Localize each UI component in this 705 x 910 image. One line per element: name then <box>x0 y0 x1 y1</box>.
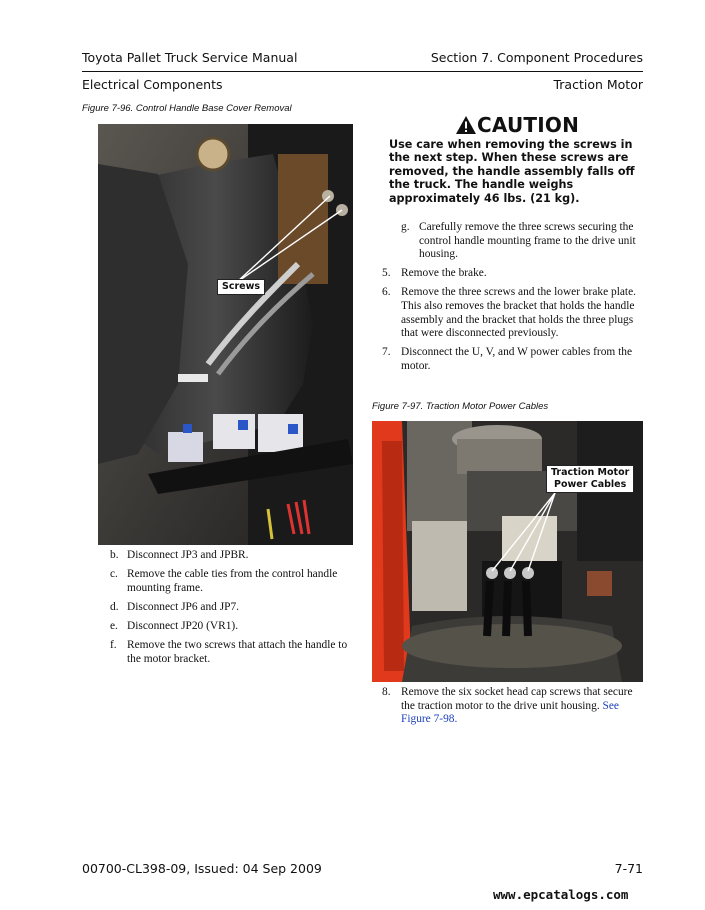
step-7: 7. Disconnect the U, V, and W power cables from the motor. <box>382 346 633 372</box>
control-handle-illustration <box>98 124 353 545</box>
step-c: c. Remove the cable ties from the control handle mounting frame. <box>110 568 338 594</box>
left-steps-list <box>110 549 360 672</box>
figure-caption-7-96: Figure 7-96. Control Handle Base Cover Removal <box>82 103 292 114</box>
traction-motor-illustration <box>372 421 643 682</box>
caution-text: Use care when removing the screws in the next step. When these screws are removed, the handle assembly falls off the truck. The handle weighs approximately 46 lbs. (21 kg). <box>389 138 635 205</box>
step-e: e. Disconnect JP20 (VR1). <box>110 619 239 632</box>
see-figure-7-98-link[interactable]: See Figure 7-98. <box>401 699 619 726</box>
step-5: 5. Remove the brake. <box>382 267 487 280</box>
step-g: g. Carefully remove the three screws securing the control handle mounting frame to the drive unit housing. <box>401 221 636 261</box>
step-d: d. Disconnect JP6 and JP7. <box>110 600 240 613</box>
caution-title: CAUTION <box>477 113 580 137</box>
step-6: 6. Remove the three screws and the lower brake plate. This also removes the bracket that holds the handle assembly and the bracket that holds the three plugs that were disconnected previously. <box>382 286 636 340</box>
topic-title: Traction Motor <box>553 77 643 92</box>
warning-triangle-icon <box>455 115 477 135</box>
watermark: www.epcatalogs.com <box>493 887 629 902</box>
step-8: 8. Remove the six socket head cap screws that secure the traction motor to the drive unit housing. See Figure 7-98. <box>382 686 633 726</box>
header-rule <box>82 71 643 72</box>
section-title: Section 7. Component Procedures <box>430 50 643 65</box>
subsection-title: Electrical Components <box>82 77 223 92</box>
step-8-block <box>382 686 640 732</box>
figure-caption-7-97: Figure 7-97. Traction Motor Power Cables <box>372 401 549 412</box>
power-cables-callout: Traction Motor Power Cables <box>546 465 634 493</box>
page-number: 7-71 <box>614 861 643 876</box>
caution-heading <box>455 113 579 137</box>
manual-title: Toyota Pallet Truck Service Manual <box>82 50 298 65</box>
right-steps-list <box>382 221 640 379</box>
traction-motor-photo <box>372 421 643 682</box>
step-b: b. Disconnect JP3 and JPBR. <box>110 549 249 561</box>
control-handle-photo <box>98 124 353 545</box>
document-number: 00700-CL398-09, Issued: 04 Sep 2009 <box>82 861 322 876</box>
step-f: f. Remove the two screws that attach the handle to the motor bracket. <box>110 638 348 665</box>
screws-callout: Screws <box>217 279 265 295</box>
